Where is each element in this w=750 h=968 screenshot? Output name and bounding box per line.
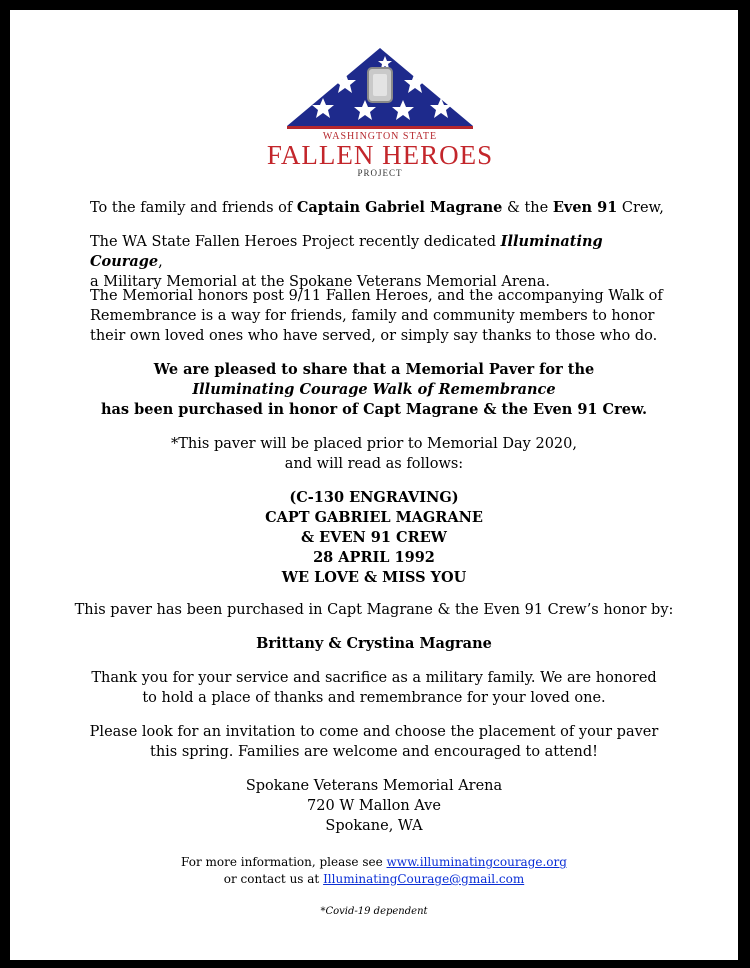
placement-line1: *This paver will be placed prior to Memorial Day 2020, [171,436,577,452]
paragraph-memorial [90,286,670,346]
logo-state-text: WASHINGTON STATE [322,131,438,142]
thanks-line1: Thank you for your service and sacrifice as a military family. We are honored [91,670,657,686]
para1-line2: a Military Memorial at the Spokane Veterans Memorial Arena. [90,274,550,290]
address-venue: Spokane Veterans Memorial Arena [245,778,503,794]
para1-prefix: The WA State Fallen Heroes Project recently dedicated [90,234,501,250]
folded-flag-icon [265,42,495,132]
invite-line1: Please look for an invitation to come and choose the placement of your paver [89,724,659,740]
placement-line2: and will read as follows: [284,456,464,472]
para2-line2: Remembrance is a way for friends, family and community members to honor [90,308,655,324]
greeting [90,198,670,218]
paragraph-dedication [90,232,670,292]
greeting-name: Captain Gabriel Magrane [296,199,503,216]
flyer-page [10,10,738,960]
contact-prefix2: or contact us at [223,872,324,886]
address-block [50,776,698,836]
para1-suffix: , [158,254,163,270]
paver-engraving [50,488,698,588]
address-street: 720 W Mallon Ave [307,798,441,814]
thank-you-paragraph [50,668,698,708]
memorial-name: Illuminating Courage [90,233,603,270]
engraving-line: (C-130 ENGRAVING) [289,489,459,506]
greeting-crew: Even 91 [552,199,618,216]
announce-line1: We are pleased to share that a Memorial Paver for the [153,361,595,378]
engraving-line: CAPT GABRIEL MAGRANE [265,509,483,526]
logo-title: FALLEN HEROES [266,140,494,170]
engraving-line: 28 APRIL 1992 [313,549,435,566]
greeting-mid: & the [502,200,553,216]
placement-note [50,434,698,474]
contact-info [50,854,698,888]
logo-project-text: PROJECT [357,168,403,178]
announce-line2: Illuminating Courage Walk of Remembrance [192,381,556,398]
purchaser-names: Brittany & Crystina Magrane [256,635,492,652]
thanks-line2: to hold a place of thanks and remembrance for your loved one. [142,690,606,706]
contact-prefix1: For more information, please see [181,855,387,869]
para2-line3: their own loved ones who have served, or simply say thanks to those who do. [90,328,658,344]
announce-line3: has been purchased in honor of Capt Magrane & the Even 91 Crew. [100,401,648,418]
para2-line1: The Memorial honors post 9/11 Fallen Heroes, and the accompanying Walk of [90,288,663,304]
address-city: Spokane, WA [325,818,423,834]
purchased-by-text: This paver has been purchased in Capt Magrane & the Even 91 Crew’s honor by: [74,602,674,618]
engraving-line: WE LOVE & MISS YOU [281,569,467,586]
announcement [50,360,698,420]
engraving-line: & EVEN 91 CREW [301,529,447,546]
greeting-suffix: Crew, [617,200,664,216]
footnote: *Covid-19 dependent [320,906,428,917]
greeting-prefix: To the family and friends of [90,200,297,216]
invite-line2: this spring. Families are welcome and encouraged to attend! [150,744,598,760]
fallen-heroes-logo [265,42,495,182]
website-link[interactable]: www.illuminatingcourage.org [386,855,567,869]
email-link[interactable]: IlluminatingCourage@gmail.com [323,872,525,886]
invitation-paragraph [50,722,698,762]
